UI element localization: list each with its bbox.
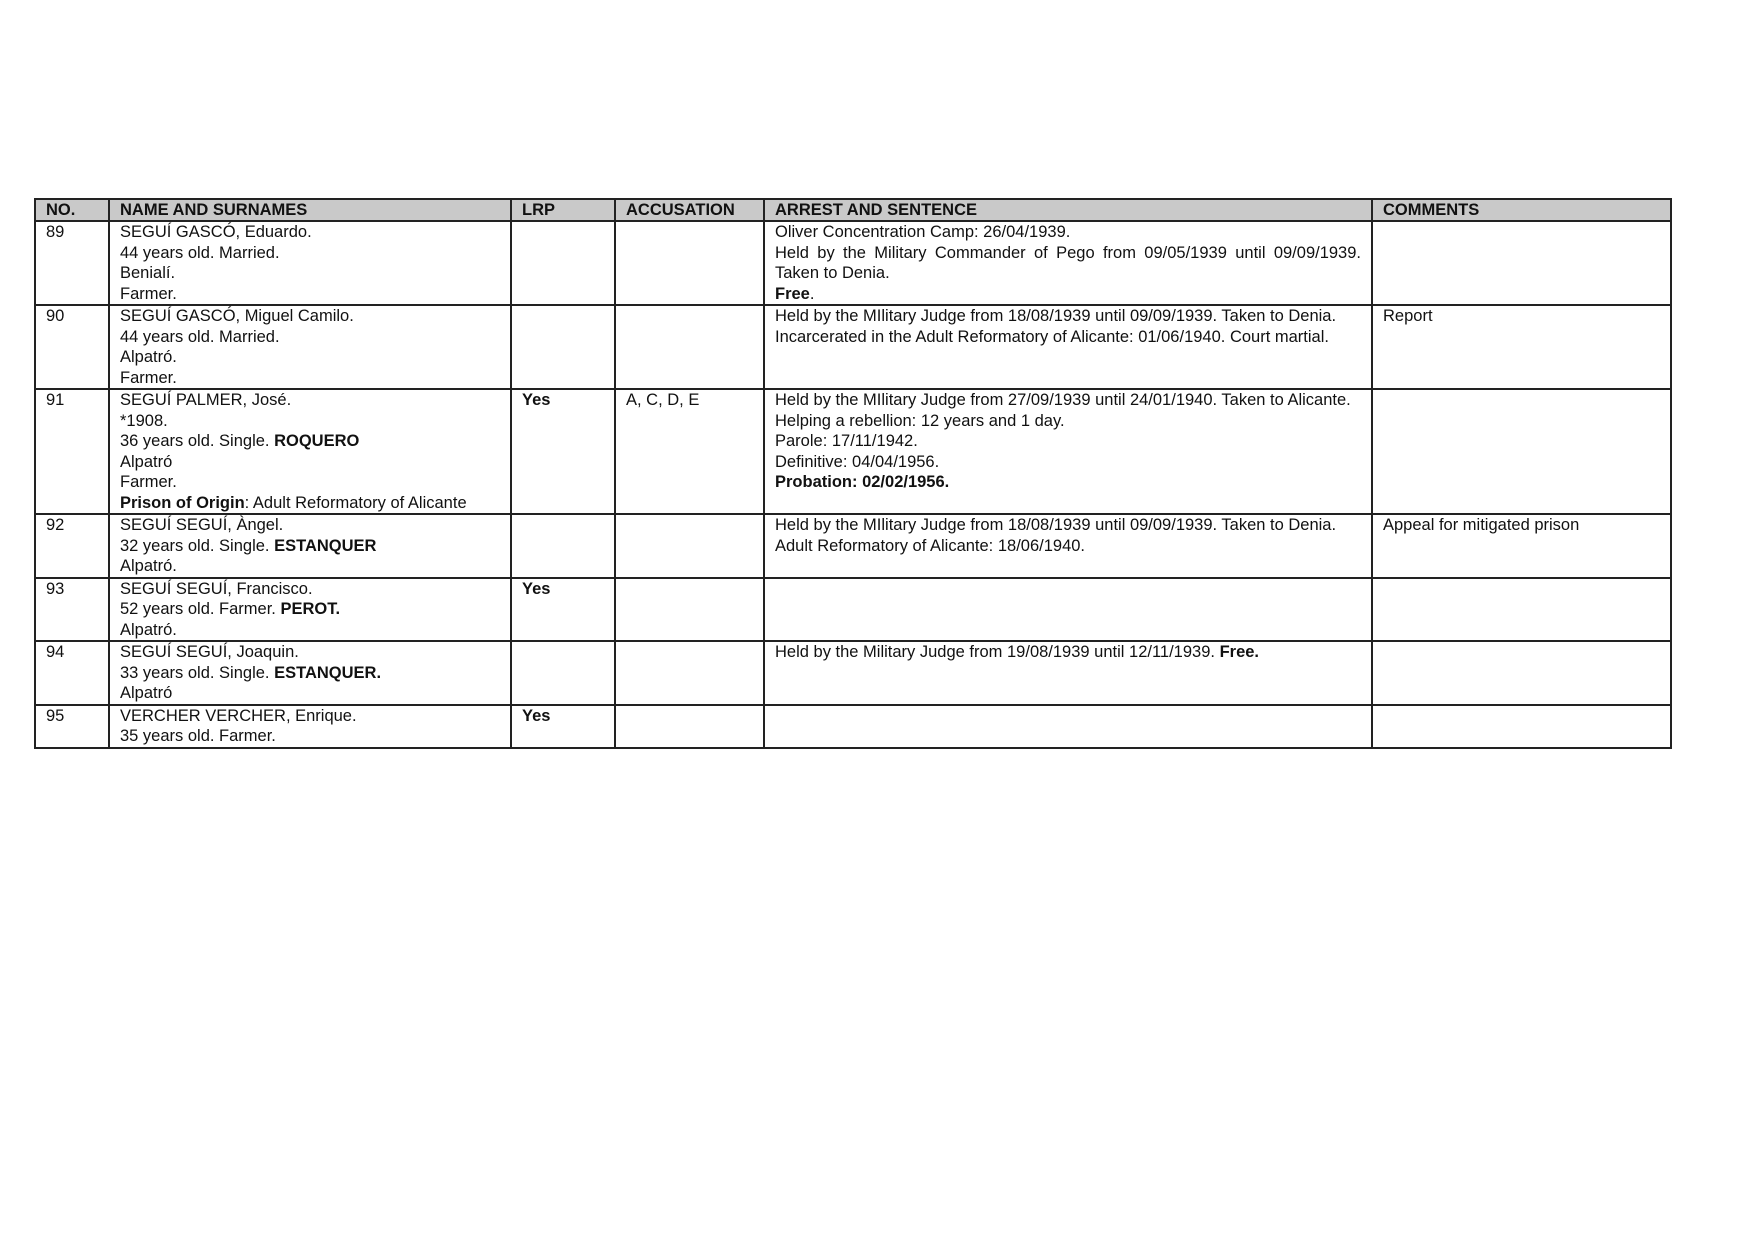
column-header-accusation: ACCUSATION — [615, 199, 764, 221]
name-line — [120, 599, 500, 620]
arrest-line: Held by the MIlitary Judge from 27/09/1939 until 24/01/1940. Taken to Alicante. — [775, 391, 1351, 409]
cell-lrp: Yes — [511, 578, 615, 642]
prison-origin-value: : Adult Reformatory of Alicante — [244, 493, 467, 512]
cell-arrest — [764, 389, 1372, 514]
arrest-text: Held by the Military Judge from 19/08/1939 until 12/11/1939. — [775, 643, 1220, 661]
cell-accusation — [615, 305, 764, 389]
arrest-punct: . — [809, 284, 815, 303]
cell-name — [109, 705, 511, 748]
name-line: Alpatró. — [120, 557, 177, 575]
cell-comments — [1372, 641, 1671, 705]
cell-accusation — [615, 514, 764, 578]
arrest-line: Held by the MIlitary Judge from 18/08/1939 until 09/09/1939. Taken to Denia. — [775, 516, 1337, 534]
table-row — [35, 305, 1671, 389]
cell-no: 93 — [35, 578, 109, 642]
name-line: Farmer. — [120, 473, 177, 491]
arrest-status: Free — [775, 284, 810, 303]
prison-origin-label: Prison of Origin — [120, 493, 245, 512]
prisoner-register-table — [34, 198, 1672, 749]
cell-arrest — [764, 305, 1372, 389]
cell-name — [109, 221, 511, 305]
name-line: SEGUÍ GASCÓ, Miguel Camilo. — [120, 307, 354, 325]
cell-lrp — [511, 641, 615, 705]
cell-lrp: Yes — [511, 389, 615, 514]
cell-comments: Appeal for mitigated prison — [1372, 514, 1671, 578]
cell-accusation: A, C, D, E — [615, 389, 764, 514]
cell-accusation — [615, 641, 764, 705]
column-header-arrest: ARREST AND SENTENCE — [764, 199, 1372, 221]
name-line: SEGUÍ SEGUÍ, Joaquin. — [120, 643, 299, 661]
name-line: Benialí. — [120, 264, 176, 282]
column-header-name: NAME AND SURNAMES — [109, 199, 511, 221]
cell-comments: Report — [1372, 305, 1671, 389]
cell-no: 94 — [35, 641, 109, 705]
arrest-line: Helping a rebellion: 12 years and 1 day. — [775, 411, 1065, 430]
column-header-no: NO. — [35, 199, 109, 221]
arrest-line: Adult Reformatory of Alicante: 18/06/1940. — [775, 536, 1086, 555]
table-row — [35, 221, 1671, 305]
cell-comments — [1372, 578, 1671, 642]
name-line: Farmer. — [120, 284, 177, 303]
cell-arrest — [764, 221, 1372, 305]
name-line — [120, 536, 500, 557]
cell-no: 91 — [35, 389, 109, 514]
name-line: Alpatró. — [120, 348, 177, 366]
cell-lrp — [511, 514, 615, 578]
arrest-line: Incarcerated in the Adult Reformatory of Alicante: 01/06/1940. Court martial. — [775, 327, 1329, 346]
cell-arrest — [764, 705, 1372, 748]
name-text: 52 years old. Farmer. — [120, 600, 281, 618]
name-line: 44 years old. Married. — [120, 327, 280, 346]
cell-accusation — [615, 578, 764, 642]
arrest-line: Oliver Concentration Camp: 26/04/1939. — [775, 223, 1071, 241]
name-line: 35 years old. Farmer. — [120, 727, 276, 745]
table-header-row — [35, 199, 1671, 221]
cell-arrest — [764, 641, 1372, 705]
cell-arrest — [764, 514, 1372, 578]
name-text: 32 years old. Single. — [120, 536, 275, 555]
name-line — [120, 431, 500, 452]
name-line: Alpatró — [120, 684, 173, 702]
table-row — [35, 641, 1671, 705]
cell-name — [109, 389, 511, 514]
nickname: ESTANQUER. — [274, 663, 382, 682]
arrest-status: Free. — [1219, 643, 1259, 661]
cell-accusation — [615, 705, 764, 748]
table-row — [35, 705, 1671, 748]
arrest-line — [775, 642, 1361, 663]
cell-no: 95 — [35, 705, 109, 748]
name-text: 36 years old. Single. — [120, 432, 275, 450]
cell-no: 90 — [35, 305, 109, 389]
name-line: Alpatró — [120, 452, 173, 471]
cell-name — [109, 514, 511, 578]
nickname: ESTANQUER — [274, 536, 377, 555]
name-line: 44 years old. Married. — [120, 243, 280, 262]
arrest-line: Held by the MIlitary Judge from 18/08/1939 until 09/09/1939. Taken to Denia. — [775, 307, 1337, 325]
name-line: *1908. — [120, 411, 168, 430]
name-line — [120, 493, 500, 514]
name-line: SEGUÍ PALMER, José. — [120, 391, 292, 409]
cell-comments — [1372, 221, 1671, 305]
cell-lrp: Yes — [511, 705, 615, 748]
arrest-status: Probation: 02/02/1956. — [775, 473, 950, 491]
nickname: PEROT. — [280, 600, 341, 618]
cell-arrest — [764, 578, 1372, 642]
cell-name — [109, 305, 511, 389]
name-line: SEGUÍ SEGUÍ, Francisco. — [120, 579, 313, 598]
nickname: ROQUERO — [274, 432, 360, 450]
name-line: Farmer. — [120, 368, 177, 387]
arrest-line — [775, 284, 1361, 305]
cell-no: 89 — [35, 221, 109, 305]
cell-lrp — [511, 221, 615, 305]
cell-accusation — [615, 221, 764, 305]
cell-comments — [1372, 389, 1671, 514]
name-line — [120, 663, 500, 684]
name-text: 33 years old. Single. — [120, 663, 275, 682]
name-line: VERCHER VERCHER, Enrique. — [120, 706, 357, 725]
cell-no: 92 — [35, 514, 109, 578]
name-line: Alpatró. — [120, 620, 177, 639]
arrest-line: Parole: 17/11/1942. — [775, 432, 918, 450]
name-line: SEGUÍ SEGUÍ, Àngel. — [120, 516, 284, 534]
table-row — [35, 578, 1671, 642]
cell-name — [109, 641, 511, 705]
name-line: SEGUÍ GASCÓ, Eduardo. — [120, 223, 312, 241]
column-header-lrp: LRP — [511, 199, 615, 221]
arrest-line: Definitive: 04/04/1956. — [775, 452, 940, 471]
cell-lrp — [511, 305, 615, 389]
table-row — [35, 514, 1671, 578]
arrest-line: Held by the Military Commander of Pego from 09/05/1939 until 09/09/1939. Taken to Denia. — [775, 243, 1361, 282]
cell-name — [109, 578, 511, 642]
column-header-comments: COMMENTS — [1372, 199, 1671, 221]
table-row — [35, 389, 1671, 514]
cell-comments — [1372, 705, 1671, 748]
